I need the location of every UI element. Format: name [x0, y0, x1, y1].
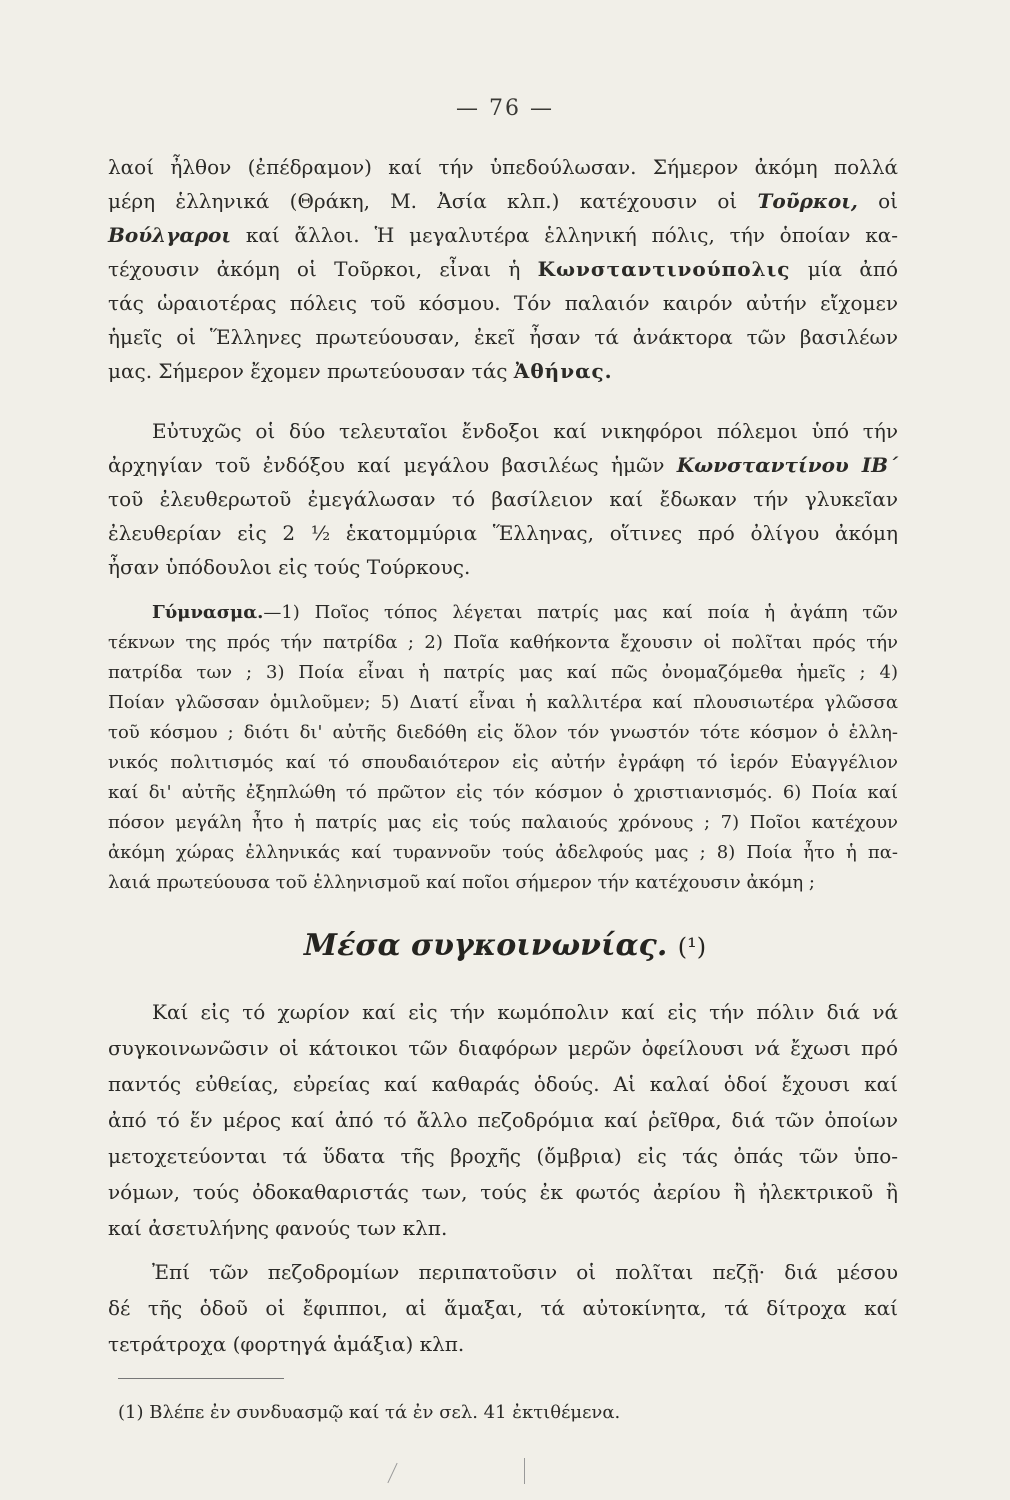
- text-line: νόμων, τούς ὀδοκαθαριστάς των, τούς ἐκ φωτός ἀερίου ἢ ἠλεκτρικοῦ ἢ: [108, 1180, 898, 1204]
- text-line: ἀρχηγίαν τοῦ ἐνδόξου καί μεγάλου βασιλέως ἡμῶν Κωνσταντίνου ΙΒ΄: [108, 453, 898, 477]
- paragraph-roads: [108, 994, 898, 1246]
- emphasis-bulgarians: Βούλγαροι: [108, 223, 232, 247]
- text-line: μέρη ἑλληνικά (Θράκη, Μ. Ἀσία κλπ.) κατέχουσιν οἱ Τοῦρκοι, οἱ: [108, 189, 898, 213]
- footnote-reference: (¹): [677, 933, 707, 961]
- text-line: δέ τῆς ὁδοῦ οἱ ἔφιπποι, αἱ ἅμαξαι, τά αὐτοκίνητα, τά δίτροχα καί: [108, 1296, 898, 1320]
- heading-title: Μέσα συγκοινωνίας.: [303, 928, 668, 963]
- stray-mark: [524, 1458, 525, 1484]
- text-line: πατρίδα των ; 3) Ποία εἶναι ἡ πατρίς μας καί πῶς ὀνομαζόμεθα ἡμεῖς ; 4): [108, 662, 898, 683]
- text-line: ἦσαν ὑπόδουλοι εἰς τούς Τούρκους.: [108, 555, 471, 579]
- text-line: ἡμεῖς οἱ Ἕλληνες πρωτεύουσαν, ἐκεῖ ἦσαν τά ἀνάκτορα τῶν βασιλέων: [108, 325, 898, 349]
- text-line: Ποίαν γλῶσσαν ὁμιλοῦμεν; 5) Διατί εἶναι ἡ καλλιτέρα καί πλουσιωτέρα γλῶσσα: [108, 692, 898, 713]
- text-line: μετοχετεύονται τά ὕδατα τῆς βροχῆς (ὄμβρια) εἰς τάς ὀπάς τῶν ὑπο-: [108, 1144, 898, 1168]
- text-line: λαοί ἦλθον (ἐπέδραμον) καί τήν ὑπεδούλωσαν. Σήμερον ἀκόμη πολλά: [108, 155, 898, 179]
- text-line: τοῦ ἐλευθερωτοῦ ἐμεγάλωσαν τό βασίλειον καί ἔδωκαν τήν γλυκεῖαν: [108, 487, 898, 511]
- text-line: τέκνων της πρός τήν πατρίδα ; 2) Ποῖα καθήκοντα ἔχουσιν οἱ πολῖται πρός τήν: [108, 632, 898, 653]
- stray-mark: [387, 1463, 397, 1483]
- text-line: καί ἀσετυλήνης φανούς των κλπ.: [108, 1216, 448, 1240]
- text-line: τετράτροχα (φορτηγά ἁμάξια) κλπ.: [108, 1332, 465, 1356]
- paragraph-history: [108, 150, 898, 388]
- text-line: Καί εἰς τό χωρίον καί εἰς τήν κωμόπολιν καί εἰς τήν πόλιν διά νά: [152, 1000, 898, 1024]
- exercise-section: [108, 598, 898, 898]
- text-line: λαιά πρωτεύουσα τοῦ ἑλληνισμοῦ καί ποῖοι σήμερον τήν κατέχουσιν ἀκόμη ;: [108, 872, 815, 893]
- text-line: μας. Σήμερον ἔχομεν πρωτεύουσαν τάς Ἀθήνας.: [108, 359, 613, 383]
- text-line: τέχουσιν ἀκόμη οἱ Τοῦρκοι, εἶναι ἡ Κωνσταντινούπολις μία ἀπό: [108, 257, 899, 281]
- footnote: (1) Βλέπε ἐν συνδυασμῷ καί τά ἐν σελ. 41 ἐκτιθέμενα.: [118, 1402, 621, 1423]
- text-line: Γύμνασμα.—1) Ποῖος τόπος λέγεται πατρίς μας καί ποία ἡ ἀγάπη τῶν: [152, 602, 898, 623]
- emphasis-turks: Τοῦρκοι,: [757, 189, 858, 213]
- text-line: νικός πολιτισμός καί τό σπουδαιότερον εἰς αὐτήν ἐγράφη τό ἱερόν Εὐαγγέλιον: [108, 752, 898, 773]
- emphasis-athens: Ἀθήνας.: [513, 359, 613, 383]
- text-line: καί δι' αὐτῆς ἐξηπλώθη τό πρῶτον εἰς τόν κόσμον ὁ χριστιανισμός. 6) Ποία καί: [108, 782, 898, 803]
- emphasis-constantinople: Κωνσταντινούπολις: [537, 257, 791, 281]
- text-line: συγκοινωνῶσιν οἱ κάτοικοι τῶν διαφόρων μερῶν ὀφείλουσι νά ἔχωσι πρό: [108, 1036, 898, 1060]
- text-line: ἀκόμη χώρας ἑλληνικάς καί τυραννοῦν τούς ἀδελφούς μας ; 8) Ποία ἦτο ἡ πα-: [108, 842, 898, 863]
- text-line: ἀπό τό ἕν μέρος καί ἀπό τό ἄλλο πεζοδρόμια καί ῥεῖθρα, διά τῶν ὁποίων: [108, 1108, 898, 1132]
- text-line: Ἐπί τῶν πεζοδρομίων περιπατοῦσιν οἱ πολῖται πεζῇ· διά μέσου: [152, 1260, 898, 1284]
- section-heading: [0, 928, 1010, 963]
- text-line: τοῦ κόσμου ; διότι δι' αὐτῆς διεδόθη εἰς ὅλον τόν γνωστόν τότε κόσμον ὁ ἑλλη-: [108, 722, 898, 743]
- exercise-label: Γύμνασμα.: [152, 602, 264, 623]
- text-line: τάς ὡραιοτέρας πόλεις τοῦ κόσμου. Τόν παλαιόν καιρόν αὐτήν εἴχομεν: [108, 291, 898, 315]
- text-line: Βούλγαροι καί ἄλλοι. Ἡ μεγαλυτέρα ἑλληνική πόλις, τήν ὁποίαν κα-: [108, 223, 898, 247]
- emphasis-king: Κωνσταντίνου ΙΒ΄: [676, 453, 898, 477]
- page-number: — 76 —: [456, 96, 554, 121]
- text-line: Εὐτυχῶς οἱ δύο τελευταῖοι ἔνδοξοι καί νικηφόροι πόλεμοι ὑπό τήν: [152, 419, 898, 443]
- paragraph-sidewalks: [108, 1254, 898, 1362]
- text-line: πόσον μεγάλη ἦτο ἡ πατρίς μας εἰς τούς παλαιούς χρόνους ; 7) Ποῖοι κατέχουν: [108, 812, 898, 833]
- text-line: παντός εὐθείας, εὐρείας καί καθαράς ὁδούς. Αἱ καλαί ὁδοί ἔχουσι καί: [108, 1072, 898, 1096]
- footnote-divider: [118, 1378, 284, 1379]
- text-line: ἐλευθερίαν εἰς 2 ½ ἑκατομμύρια Ἕλληνας, οἵτινες πρό ὀλίγου ἀκόμη: [108, 521, 898, 545]
- paragraph-liberation: [108, 414, 898, 584]
